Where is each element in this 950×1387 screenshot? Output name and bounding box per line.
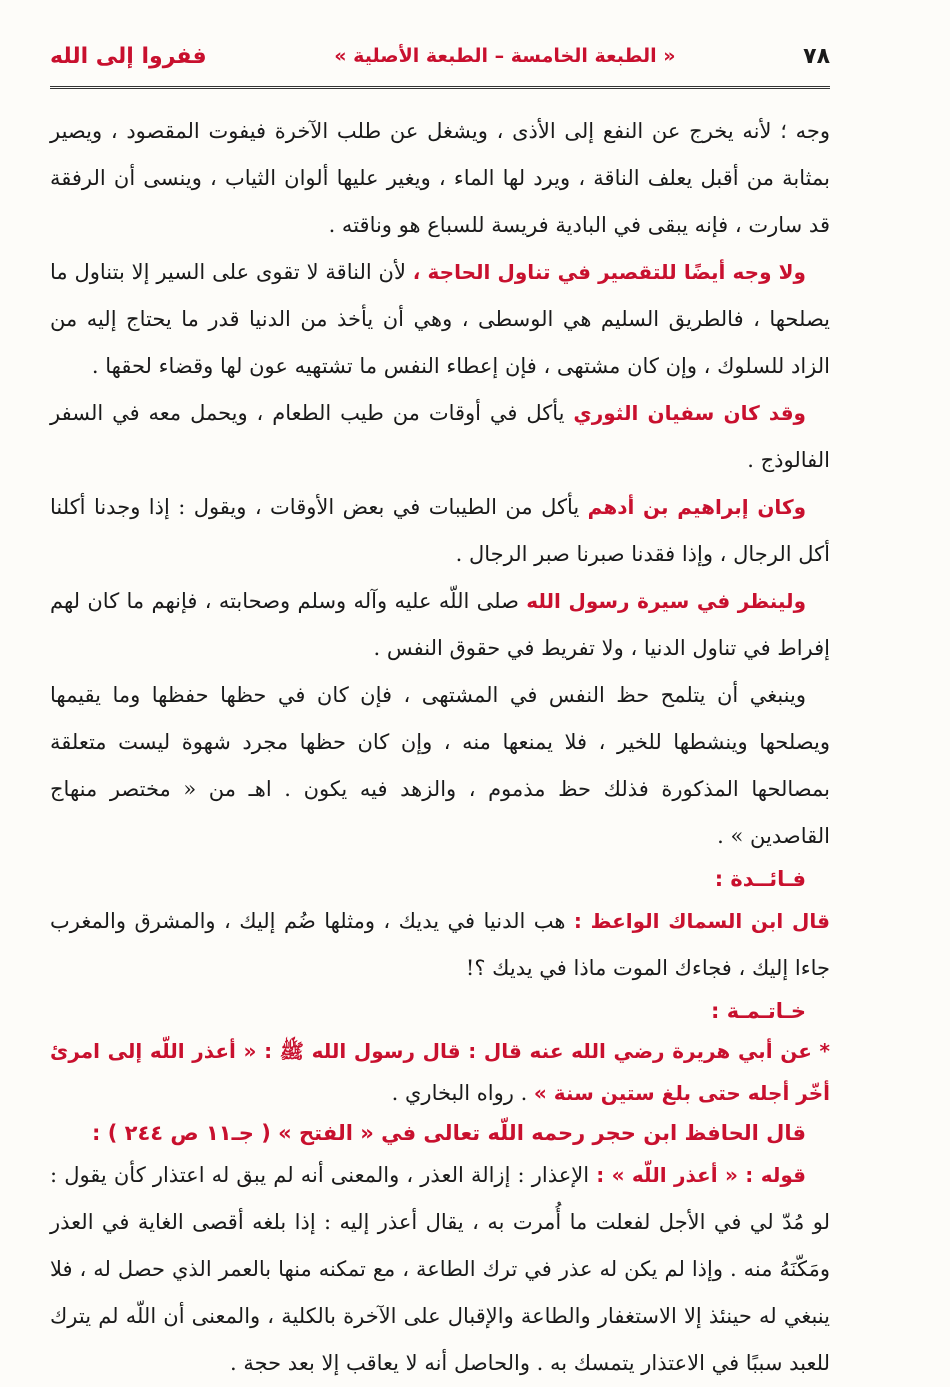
header-divider [50,86,830,89]
highlight-phrase: وقد كان سفيان الثوري [573,401,806,425]
highlight-phrase: ولا وجه أيضًا للتقصير في تناول الحاجة ، [412,260,806,284]
page-body [50,108,830,1387]
paragraph [50,249,830,390]
highlight-phrase: قوله : « أعذر اللّه » : [596,1163,806,1187]
page-number: ٧٨ [803,43,830,69]
paragraph-text: الإعذار : إزالة العذر ، والمعنى أنه لم يبق له اعتذار كأن يقول : لو مُدّ لي في الأجل لفعلت ما أُمرت به ، يقال أعذر إليه : إذا بلغه أقصى الغاية في العذر ومَكّنَهُ منه . وإذا لم يكن له عذر في ترك الطاعة ، مع تمكنه منها بالعمر الذي حصل له ، فلا ينبغي له حينئذ إلا الاستغفار والطاعة والإقبال على الآخرة بالكلية ، والمعنى أن اللّه لم يترك للعبد سببًا في الاعتذار يتمسك به . والحاصل أنه لا يعاقب إلا بعد حجة . [50,1163,830,1375]
paragraph-text: لأن الناقة لا تقوى على السير إلا بتناول ما يصلحها ، فالطريق السليم هي الوسطى ، وهي أن يأخذ من الدنيا قدر ما يحتاج إليه من الزاد للسلوك ، وإن كان مشتهى ، فإن إعطاء النفس ما تشتهيه عون لها وقضاء لحقها . [50,260,830,378]
page-header [50,36,830,76]
hadith-text: * عن أبي هريرة رضي الله عنه قال : قال رسول الله ﷺ : « أعذر اللّه إلى امرئ أخّر أجله حتى بلغ ستين سنة » [50,1039,830,1105]
edition-title: « الطبعة الخامسة – الطبعة الأصلية » [334,45,676,67]
section-heading-faida: فـائــدة : [714,867,806,891]
highlight-phrase: وكان إبراهيم بن أدهم [587,495,807,519]
paragraph [50,1152,830,1387]
paragraph [50,390,830,484]
paragraph [50,578,830,672]
paragraph: وجه ؛ لأنه يخرج عن النفع إلى الأذى ، ويشغل عن طلب الآخرة فيفوت المقصود ، ويصير بمثابة من أقبل يعلف الناقة ، ويرد لها الماء ، ويغير عليها ألوان الثياب ، وينسى أن الرفقة قد سارت ، فإنه يبقى في البادية فريسة للسباع هو وناقته . [50,119,830,237]
highlight-phrase: قال ابن السماك الواعظ : [573,909,830,933]
paragraph-text: يأكل من الطيبات في بعض الأوقات ، ويقول : إذا وجدنا أكلنا أكل الرجال ، وإذا فقدنا صبرنا صبر الرجال . [50,495,830,566]
quote-heading: قال الحافظ ابن حجر رحمه اللّه تعالى في « الفتح » ( جـ١١ ص ٢٤٤ ) : [92,1121,806,1145]
paragraph [50,484,830,578]
paragraph-text: يأكل في أوقات من طيب الطعام ، ويحمل معه في السفر الفالوذج . [50,401,830,472]
highlight-phrase: ولينظر في سيرة رسول الله [526,589,807,613]
section-heading-khatima: خـاتـمـة : [711,999,806,1023]
book-title: ففروا إلى الله [50,43,207,69]
paragraph [50,898,830,992]
paragraph-text: هب الدنيا في يديك ، ومثلها ضُم إليك ، والمشرق والمغرب جاءا إليك ، فجاءك الموت ماذا في يديك ؟! [50,909,830,980]
paragraph-text: صلى اللّه عليه وآله وسلم وصحابته ، فإنهم ما كان لهم إفراط في تناول الدنيا ، ولا تفريط في حقوق النفس . [50,589,830,660]
hadith-source: . رواه البخاري . [391,1081,534,1105]
paragraph: وينبغي أن يتلمح حظ النفس في المشتهى ، فإن كان في حظها حفظها وما يقيمها ويصلحها وينشطها للخير ، فلا يمنعها منه ، وإن كان حظها مجرد شهوة ليست متعلقة بمصالحها المذكورة فذلك حظ مذموم ، والزهد فيه يكون . اهـ من « مختصر منهاج القاصدين » . [50,683,830,848]
hadith-paragraph [50,1030,830,1114]
